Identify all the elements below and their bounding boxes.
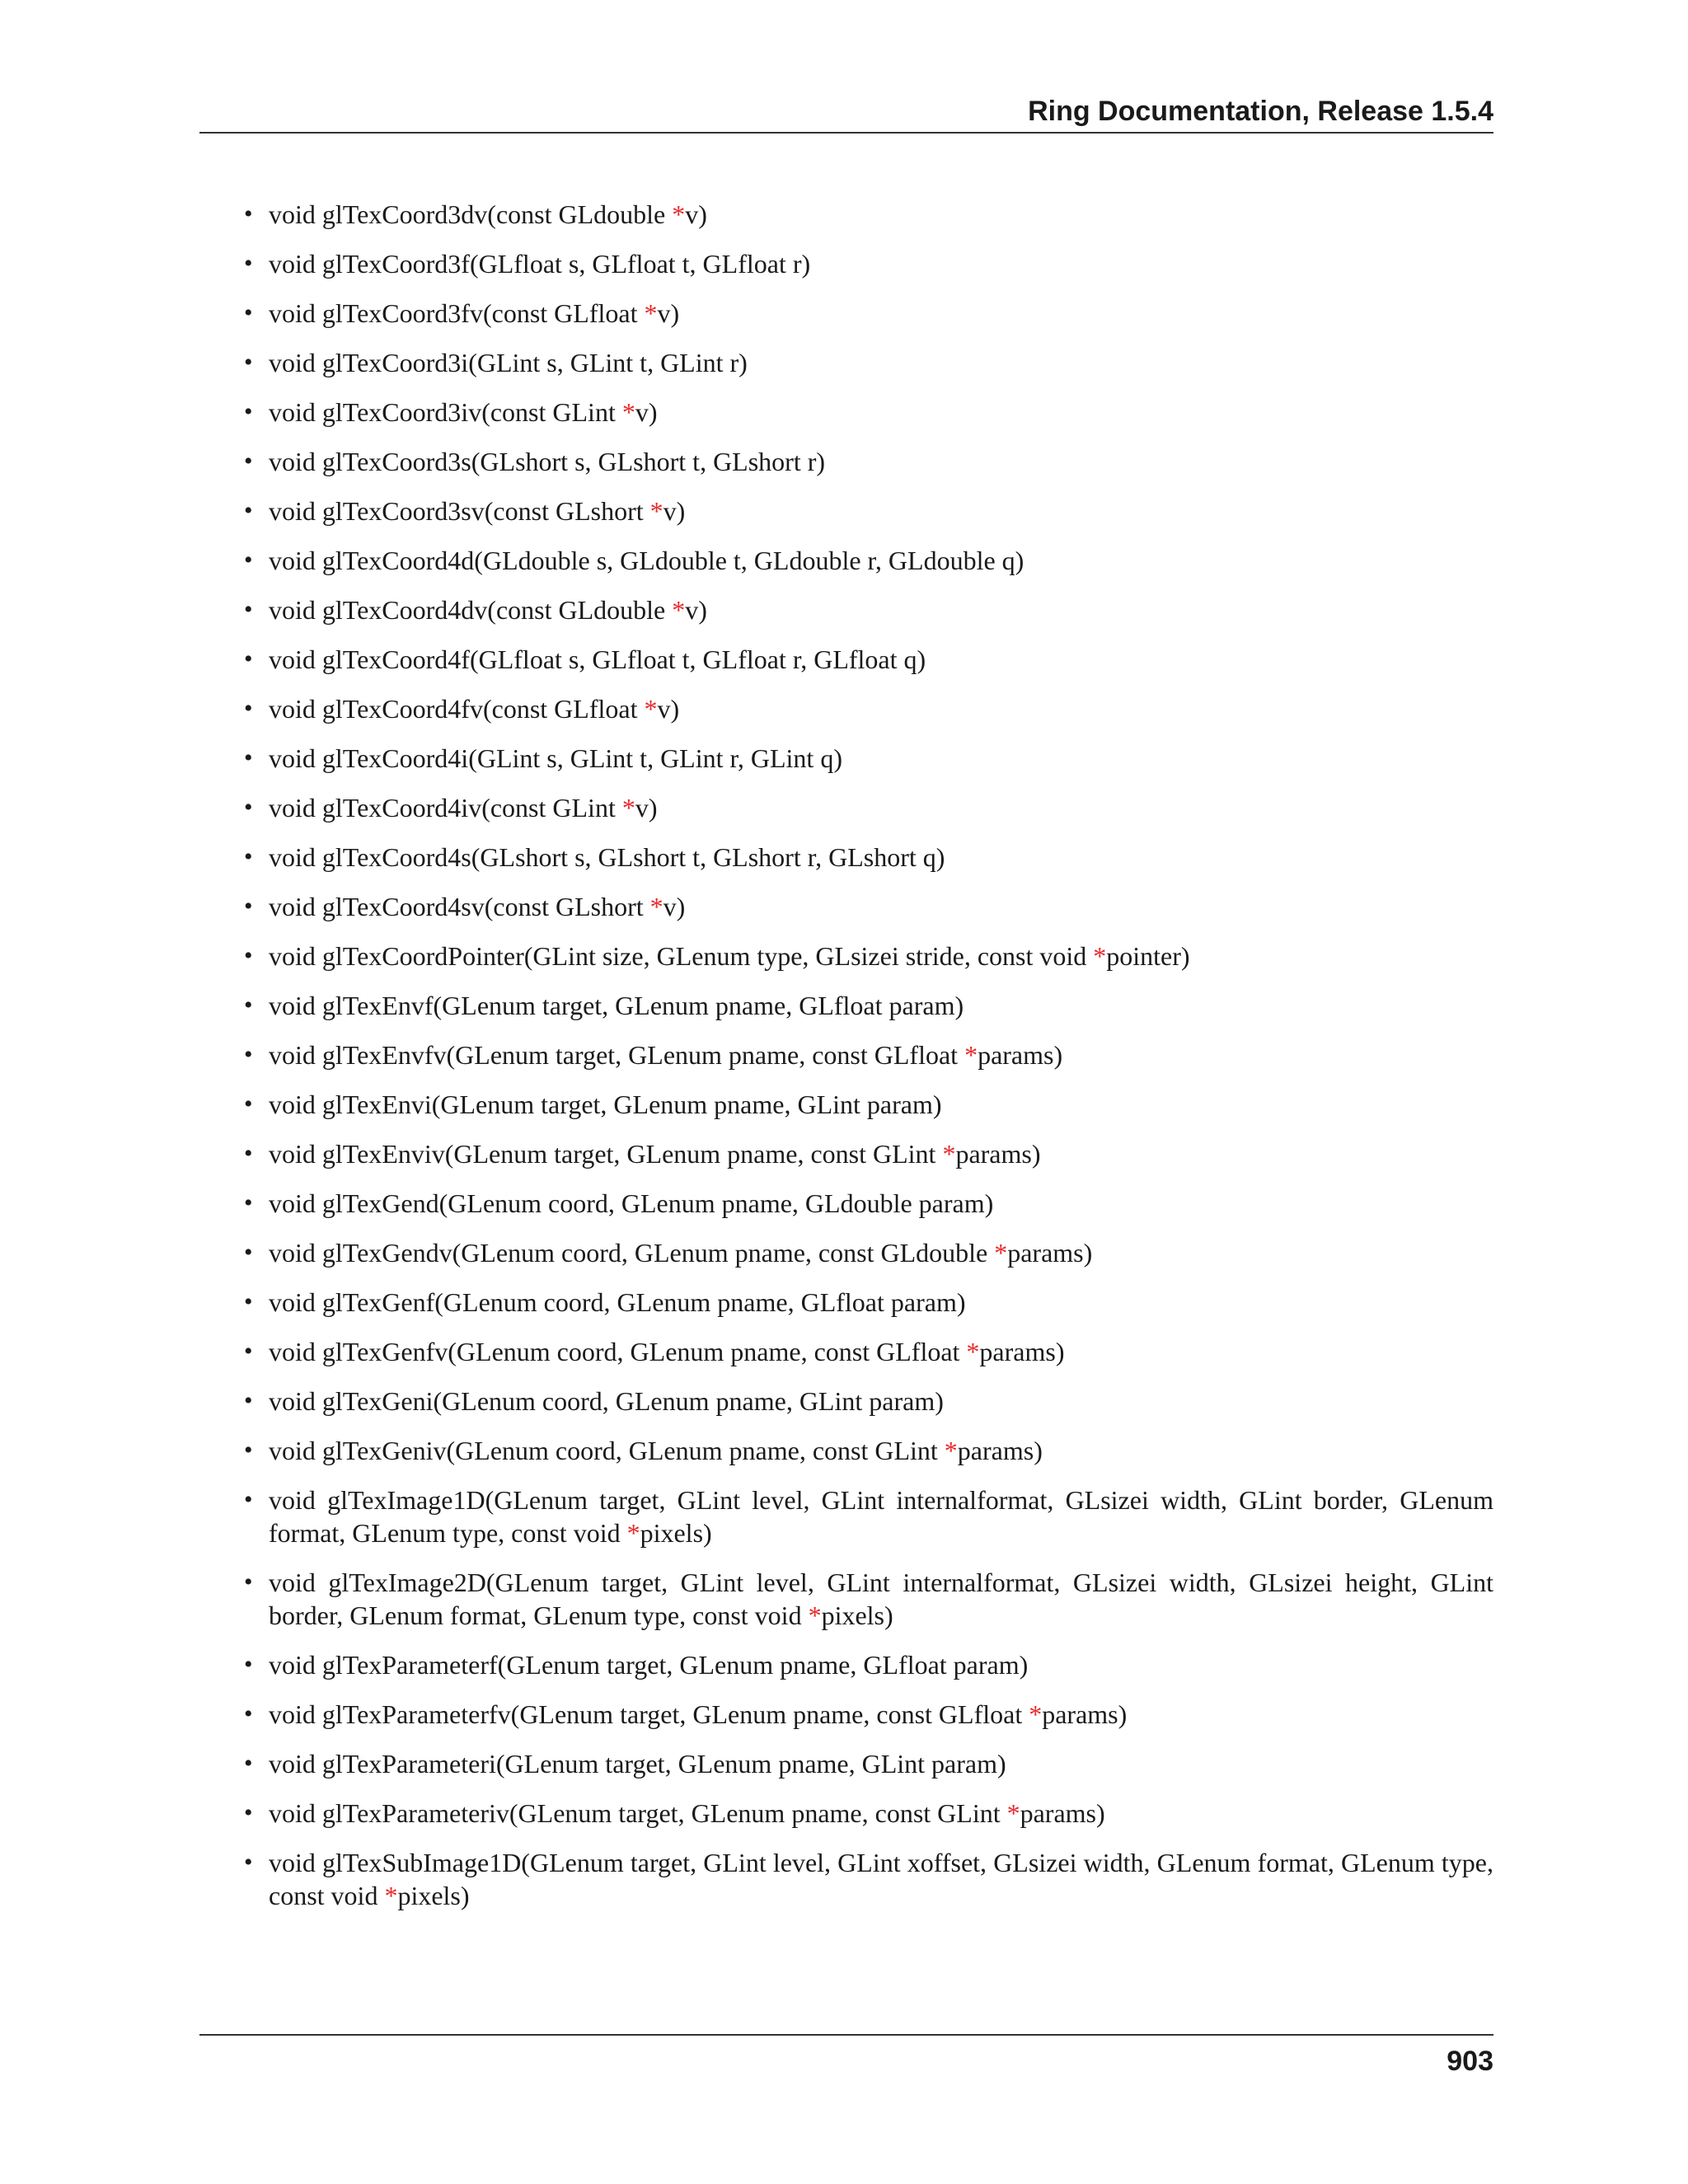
- signature-text: void glTexCoord4dv(const GLdouble: [269, 595, 673, 625]
- bullet-icon: •: [244, 1140, 253, 1167]
- bullet-icon: •: [244, 1387, 253, 1414]
- pointer-asterisk: *: [942, 1139, 956, 1169]
- function-signature-item: [244, 593, 1493, 626]
- pointer-asterisk: *: [384, 1881, 398, 1910]
- signature-text-tail: v): [657, 298, 680, 328]
- pointer-asterisk: *: [994, 1238, 1008, 1268]
- signature-text: void glTexGenfv(GLenum coord, GLenum pname, const GLfloat: [269, 1337, 967, 1366]
- signature-text: void glTexImage2D(GLenum target, GLint level, GLint internalformat, GLsizei width, GLsizei height, GLint border, GLenum format, GLenum type, const void: [269, 1568, 1493, 1630]
- function-signature-item: [244, 1236, 1493, 1269]
- bullet-icon: •: [244, 1486, 253, 1513]
- signature-text: void glTexCoord3dv(const GLdouble: [269, 199, 673, 229]
- pointer-asterisk: *: [672, 595, 686, 625]
- pointer-asterisk: *: [621, 793, 635, 823]
- bullet-icon: •: [244, 645, 253, 673]
- signature-text: void glTexCoord4i(GLint s, GLint t, GLint r, GLint q): [269, 743, 842, 773]
- signature-text-tail: v): [663, 496, 686, 526]
- page-footer: [199, 2034, 1493, 2077]
- pointer-asterisk: *: [672, 199, 686, 229]
- signature-text: void glTexParameteriv(GLenum target, GLenum pname, const GLint: [269, 1798, 1007, 1828]
- signature-text-tail: v): [635, 793, 658, 823]
- function-signature-item: [244, 1483, 1493, 1549]
- signature-text: void glTexEnvfv(GLenum target, GLenum pname, const GLfloat: [269, 1040, 965, 1070]
- function-signature-item: [244, 1286, 1493, 1319]
- function-signature-item: [244, 297, 1493, 330]
- signature-text: void glTexSubImage1D(GLenum target, GLint level, GLint xoffset, GLsizei width, GLenum format, GLenum type, const void: [269, 1848, 1493, 1910]
- signature-text: void glTexGend(GLenum coord, GLenum pname, GLdouble param): [269, 1188, 994, 1218]
- signature-text-tail: params): [955, 1139, 1041, 1169]
- signature-text-tail: pixels): [397, 1881, 470, 1910]
- pointer-asterisk: *: [944, 1436, 958, 1465]
- signature-text-tail: params): [1020, 1798, 1105, 1828]
- signature-text: void glTexCoord3sv(const GLshort: [269, 496, 650, 526]
- pointer-asterisk: *: [644, 694, 658, 724]
- function-signature-item: [244, 643, 1493, 676]
- signature-text-tail: v): [663, 892, 686, 921]
- function-signature-item: [244, 1797, 1493, 1830]
- function-signature-item: [244, 247, 1493, 280]
- bullet-icon: •: [244, 250, 253, 277]
- bullet-icon: •: [244, 1239, 253, 1266]
- pointer-asterisk: *: [964, 1040, 978, 1070]
- signature-text: void glTexGeni(GLenum coord, GLenum pname, GLint param): [269, 1386, 944, 1416]
- bullet-icon: •: [244, 1750, 253, 1777]
- page-number: 903: [1447, 2046, 1493, 2077]
- function-signature-item: [244, 1566, 1493, 1632]
- signature-text-tail: params): [978, 1040, 1063, 1070]
- signature-text-tail: params): [957, 1436, 1043, 1465]
- pointer-asterisk: *: [1029, 1699, 1043, 1729]
- pointer-asterisk: *: [1006, 1798, 1020, 1828]
- bullet-icon: •: [244, 200, 253, 227]
- signature-text-tail: params): [1007, 1238, 1093, 1268]
- bullet-icon: •: [244, 1041, 253, 1068]
- signature-text: void glTexCoord3s(GLshort s, GLshort t, GLshort r): [269, 447, 826, 476]
- bullet-icon: •: [244, 942, 253, 969]
- function-signature-item: [244, 940, 1493, 972]
- function-signature-item: [244, 791, 1493, 824]
- signature-text: void glTexParameteri(GLenum target, GLenum pname, GLint param): [269, 1749, 1006, 1779]
- bullet-icon: •: [244, 1189, 253, 1216]
- signature-text-tail: pointer): [1106, 941, 1190, 971]
- bullet-icon: •: [244, 744, 253, 771]
- function-signature-item: [244, 396, 1493, 429]
- bullet-icon: •: [244, 893, 253, 920]
- function-list: [244, 198, 1493, 1912]
- document-title: Ring Documentation, Release 1.5.4: [1028, 96, 1493, 127]
- signature-text: void glTexCoordPointer(GLint size, GLenum type, GLsizei stride, const void: [269, 941, 1094, 971]
- function-signature-item: [244, 890, 1493, 923]
- bullet-icon: •: [244, 596, 253, 623]
- signature-text: void glTexParameterfv(GLenum target, GLenum pname, const GLfloat: [269, 1699, 1029, 1729]
- pointer-asterisk: *: [649, 892, 663, 921]
- signature-text: void glTexCoord4fv(const GLfloat: [269, 694, 645, 724]
- function-signature-item: [244, 1038, 1493, 1071]
- signature-text: void glTexCoord4s(GLshort s, GLshort t, GLshort r, GLshort q): [269, 842, 945, 872]
- function-signature-item: [244, 1698, 1493, 1731]
- signature-text-tail: v): [685, 199, 707, 229]
- bullet-icon: •: [244, 398, 253, 425]
- bullet-icon: •: [244, 1651, 253, 1678]
- function-signature-item: [244, 346, 1493, 379]
- pointer-asterisk: *: [1093, 941, 1107, 971]
- signature-text-tail: v): [657, 694, 680, 724]
- bullet-icon: •: [244, 1338, 253, 1365]
- bullet-icon: •: [244, 497, 253, 524]
- signature-text-tail: v): [635, 397, 658, 427]
- bullet-icon: •: [244, 349, 253, 376]
- page-header: [199, 89, 1493, 134]
- bullet-icon: •: [244, 448, 253, 475]
- function-signature-item: [244, 1846, 1493, 1912]
- signature-text-tail: params): [1042, 1699, 1128, 1729]
- signature-text: void glTexGeniv(GLenum coord, GLenum pname, const GLint: [269, 1436, 945, 1465]
- pointer-asterisk: *: [621, 397, 635, 427]
- signature-text: void glTexCoord3i(GLint s, GLint t, GLint r): [269, 348, 748, 377]
- signature-text-tail: v): [685, 595, 707, 625]
- main-content: [244, 198, 1493, 1929]
- signature-text: void glTexCoord4f(GLfloat s, GLfloat t, GLfloat r, GLfloat q): [269, 644, 926, 674]
- bullet-icon: •: [244, 843, 253, 870]
- signature-text: void glTexGendv(GLenum coord, GLenum pname, const GLdouble: [269, 1238, 995, 1268]
- signature-text: void glTexCoord3iv(const GLint: [269, 397, 622, 427]
- signature-text-tail: params): [979, 1337, 1065, 1366]
- bullet-icon: •: [244, 299, 253, 326]
- signature-text: void glTexEnvf(GLenum target, GLenum pname, GLfloat param): [269, 991, 964, 1020]
- function-signature-item: [244, 445, 1493, 478]
- function-signature-item: [244, 1335, 1493, 1368]
- signature-text: void glTexGenf(GLenum coord, GLenum pname, GLfloat param): [269, 1287, 966, 1317]
- function-signature-item: [244, 1088, 1493, 1121]
- bullet-icon: •: [244, 794, 253, 821]
- pointer-asterisk: *: [626, 1518, 640, 1548]
- signature-text: void glTexCoord3f(GLfloat s, GLfloat t, GLfloat r): [269, 249, 811, 279]
- pointer-asterisk: *: [649, 496, 663, 526]
- function-signature-item: [244, 1434, 1493, 1467]
- function-signature-item: [244, 742, 1493, 775]
- function-signature-item: [244, 1187, 1493, 1220]
- function-signature-item: [244, 544, 1493, 577]
- pointer-asterisk: *: [966, 1337, 980, 1366]
- bullet-icon: •: [244, 1849, 253, 1876]
- signature-text: void glTexCoord4d(GLdouble s, GLdouble t, GLdouble r, GLdouble q): [269, 546, 1025, 575]
- signature-text-tail: pixels): [640, 1518, 712, 1548]
- function-signature-item: [244, 1385, 1493, 1418]
- pointer-asterisk: *: [808, 1601, 822, 1630]
- signature-text: void glTexCoord4iv(const GLint: [269, 793, 622, 823]
- function-signature-item: [244, 1137, 1493, 1170]
- bullet-icon: •: [244, 1288, 253, 1315]
- bullet-icon: •: [244, 991, 253, 1019]
- function-signature-item: [244, 989, 1493, 1022]
- bullet-icon: •: [244, 1799, 253, 1826]
- signature-text: void glTexEnviv(GLenum target, GLenum pname, const GLint: [269, 1139, 943, 1169]
- bullet-icon: •: [244, 546, 253, 574]
- signature-text: void glTexCoord4sv(const GLshort: [269, 892, 650, 921]
- bullet-icon: •: [244, 1436, 253, 1464]
- bullet-icon: •: [244, 695, 253, 722]
- function-signature-item: [244, 841, 1493, 874]
- function-signature-item: [244, 692, 1493, 725]
- function-signature-item: [244, 198, 1493, 231]
- signature-text-tail: pixels): [821, 1601, 893, 1630]
- signature-text: void glTexCoord3fv(const GLfloat: [269, 298, 645, 328]
- signature-text: void glTexImage1D(GLenum target, GLint level, GLint internalformat, GLsizei width, GLint border, GLenum format, GLenum type, const void: [269, 1485, 1493, 1548]
- bullet-icon: •: [244, 1700, 253, 1727]
- signature-text: void glTexEnvi(GLenum target, GLenum pname, GLint param): [269, 1090, 942, 1119]
- signature-text: void glTexParameterf(GLenum target, GLenum pname, GLfloat param): [269, 1650, 1029, 1680]
- function-signature-item: [244, 1747, 1493, 1780]
- bullet-icon: •: [244, 1090, 253, 1118]
- bullet-icon: •: [244, 1568, 253, 1596]
- function-signature-item: [244, 1648, 1493, 1681]
- function-signature-item: [244, 494, 1493, 527]
- pointer-asterisk: *: [644, 298, 658, 328]
